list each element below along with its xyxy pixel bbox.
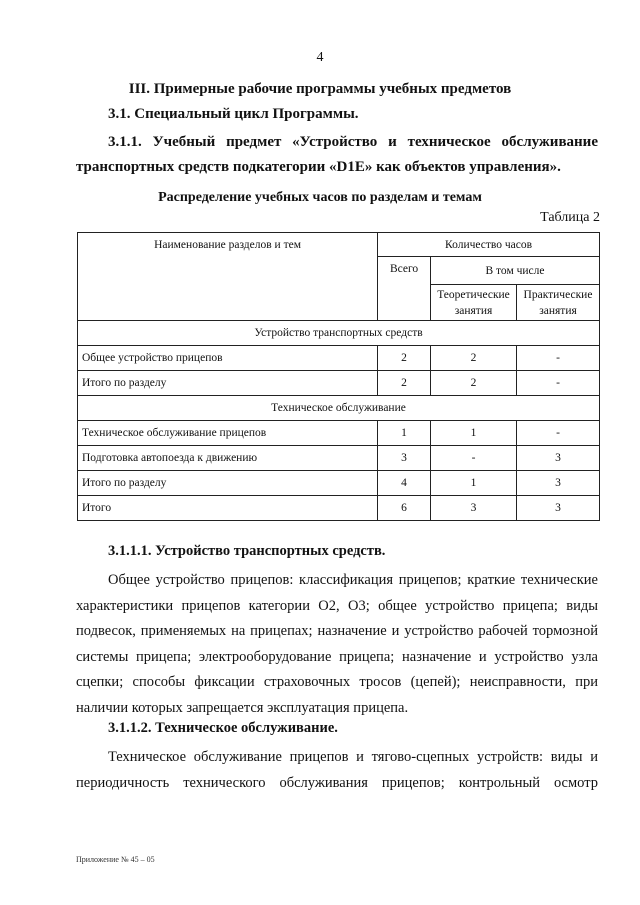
row-practice-cell: -: [516, 346, 599, 371]
grand-total-total-cell: 6: [378, 496, 431, 521]
table-row: [78, 471, 600, 496]
grand-total-theory-cell: 3: [431, 496, 517, 521]
table-row: [78, 371, 600, 396]
row-practice-cell: 3: [516, 446, 599, 471]
subject-heading-line2: транспортных средств подкатегории «D1E» как объектов управления».: [76, 159, 561, 175]
paragraph-heading: 3.1.1.2. Техническое обслуживание.: [108, 720, 338, 736]
row-name-cell: Подготовка автопоезда к движению: [78, 446, 378, 471]
row-theory-cell: 2: [431, 371, 517, 396]
table-row: [78, 421, 600, 446]
paragraph-body: [76, 568, 598, 721]
header-total-cell: Всего: [378, 257, 431, 321]
table-label: Таблица 2: [540, 210, 600, 225]
subject-heading-line1: 3.1.1. Учебный предмет «Устройство и техническое обслуживание: [108, 134, 598, 150]
row-name-cell: Итого по разделу: [78, 371, 378, 396]
row-name-cell: Общее устройство прицепов: [78, 346, 378, 371]
header-practice-cell: Практические занятия: [516, 285, 599, 321]
grand-total-name-cell: Итого: [78, 496, 378, 521]
table-row: [78, 446, 600, 471]
header-name-cell: Наименование разделов и тем: [78, 233, 378, 321]
row-total-cell: 3: [378, 446, 431, 471]
hours-table: [77, 232, 600, 521]
paragraph-text: Техническое обслуживание прицепов и тягово-сцепных устройств: виды и периодичность технического обслуживания прицепов; контрольный осмотр: [76, 749, 598, 791]
footer-note: Приложение № 45 – 05: [76, 855, 155, 864]
table-row: [78, 346, 600, 371]
paragraph-heading: 3.1.1.1. Устройство транспортных средств.: [108, 543, 386, 559]
row-theory-cell: -: [431, 446, 517, 471]
row-theory-cell: 1: [431, 471, 517, 496]
table-header-row: [78, 233, 600, 257]
section-title-cell: Устройство транспортных средств: [78, 321, 600, 346]
grand-total-row: [78, 496, 600, 521]
section-title: III. Примерные рабочие программы учебных предметов: [128, 81, 512, 97]
row-name-cell: Итого по разделу: [78, 471, 378, 496]
subject-heading: [76, 130, 598, 180]
header-hours-cell: Количество часов: [378, 233, 600, 257]
paragraph-body: [76, 745, 598, 796]
section-row: [78, 321, 600, 346]
subsection-heading: 3.1. Специальный цикл Программы.: [108, 106, 359, 122]
row-total-cell: 2: [378, 346, 431, 371]
row-practice-cell: -: [516, 421, 599, 446]
header-including-cell: В том числе: [431, 257, 600, 285]
section-row: [78, 396, 600, 421]
row-total-cell: 2: [378, 371, 431, 396]
row-practice-cell: -: [516, 371, 599, 396]
distribution-title: Распределение учебных часов по разделам и темам: [158, 190, 482, 205]
page-number: 4: [316, 50, 324, 65]
row-theory-cell: 2: [431, 346, 517, 371]
paragraph-text: Общее устройство прицепов: классификация прицепов; краткие технические характеристики прицепов категории О2, О3; общее устройство прицепа; виды подвесок, применяемых на прицепах; назначение и устройство рабочей тормозной системы прицепа; электрооборудование прицепа; назначение и устройство узла сцепки; способы фиксации страховочных тросов (цепей); неисправности, при наличии которых запрещается эксплуатация прицепа.: [76, 572, 598, 716]
row-total-cell: 4: [378, 471, 431, 496]
row-name-cell: Техническое обслуживание прицепов: [78, 421, 378, 446]
row-theory-cell: 1: [431, 421, 517, 446]
header-theory-cell: Теоретические занятия: [431, 285, 517, 321]
row-practice-cell: 3: [516, 471, 599, 496]
grand-total-practice-cell: 3: [516, 496, 599, 521]
section-title-cell: Техническое обслуживание: [78, 396, 600, 421]
row-total-cell: 1: [378, 421, 431, 446]
